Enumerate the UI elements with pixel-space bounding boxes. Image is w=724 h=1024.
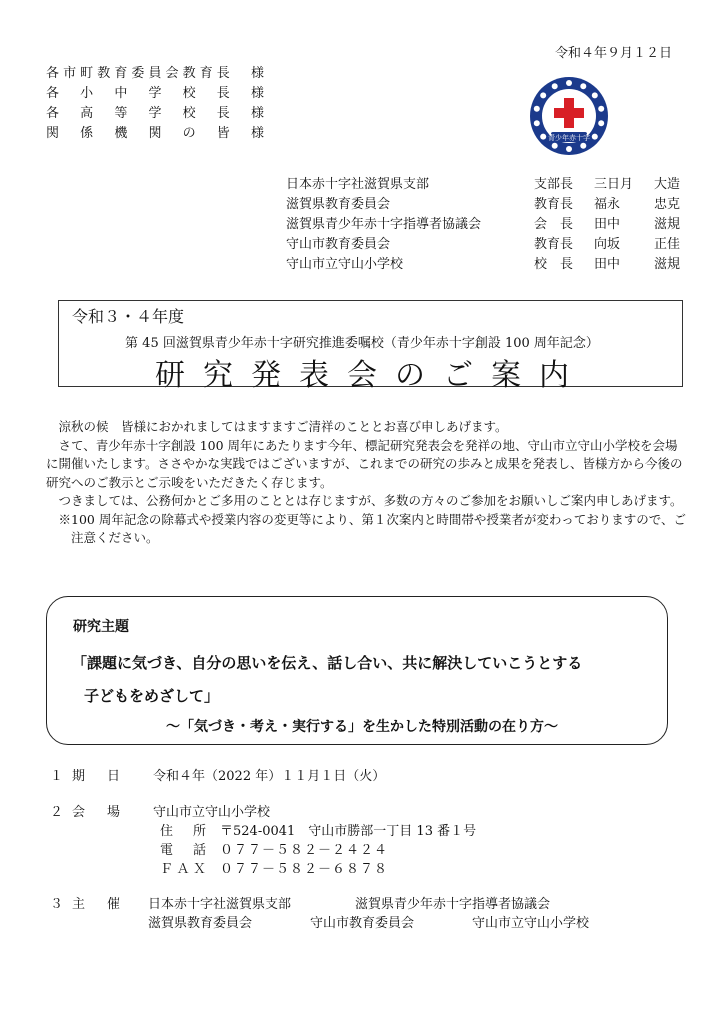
- sender-name: 三日月 大造: [594, 177, 680, 192]
- sender-title: 教育長: [534, 197, 574, 212]
- item-number: １: [50, 769, 64, 784]
- addressee-char: 員: [148, 66, 162, 81]
- logo-star: [540, 92, 546, 98]
- addressee-char: 校: [182, 86, 196, 101]
- logo-star: [552, 83, 558, 89]
- junior-red-cross-logo: [529, 76, 609, 156]
- addressee-char: 高: [80, 106, 94, 121]
- page-title: 研究発表会のご案内: [155, 358, 587, 393]
- host-org: 守山市教育委員会: [310, 916, 415, 931]
- host-org: 滋賀県青少年赤十字指導者協議会: [355, 897, 551, 912]
- sender-org: 守山市教育委員会: [286, 237, 391, 252]
- venue-label: 会 場: [72, 805, 120, 820]
- sender-org: 日本赤十字社滋賀県支部: [286, 177, 430, 192]
- addressee-char: 様: [250, 66, 264, 81]
- addressee-line: [46, 124, 264, 144]
- addressee-char: の: [182, 126, 196, 141]
- invitation-paragraph: つきましては、公務何かとご多用のこととは存じますが、多数の方々のご参加をお願いしご案内申しあげます。: [58, 493, 683, 508]
- theme-subtitle: ～「気づき・考え・実行する」を生かした特別活動の在り方～: [166, 719, 558, 735]
- date-label: 期 日: [72, 769, 120, 784]
- addressee-char: 育: [114, 66, 128, 81]
- logo-star: [540, 134, 546, 140]
- addressee-char: 各: [46, 66, 60, 81]
- sender-title: 教育長: [534, 237, 574, 252]
- title-subtitle: 第 45 回滋賀県青少年赤十字研究推進委嘱校（青少年赤十字創設 100 周年記念）: [125, 336, 599, 351]
- logo-star: [566, 146, 572, 152]
- announcement-paragraph: さて、青少年赤十字創設 100 周年にあたります今年、標記研究発表会を発祥の地、守山市立守山小学校を会場に開催いたします。ささやかな実践ではございますが、これまでの研究の歩みと成果を発表し、皆様方から今後の研究へのご教示とご示唆をいただきたく存じます。: [46, 437, 683, 490]
- addressee-char: 育: [199, 66, 213, 81]
- sender-org: 守山市立守山小学校: [286, 257, 404, 272]
- item-number: ３: [50, 897, 64, 912]
- addressee-char: 長: [216, 66, 230, 81]
- logo-star: [598, 120, 604, 126]
- logo-star: [580, 83, 586, 89]
- theme-label: 研究主題: [73, 619, 129, 635]
- venue-address: 〒524-0041 守山市勝部一丁目 13 番１号: [220, 824, 477, 839]
- addressee-char: 教: [182, 66, 196, 81]
- venue-name: 守山市立守山小学校: [153, 805, 271, 820]
- host-org: 滋賀県教育委員会: [148, 916, 253, 931]
- theme-line-2: 子どもをめざして」: [84, 687, 220, 705]
- addressee-char: 各: [46, 86, 60, 101]
- event-date: 令和４年（2022 年）１１月１日（火）: [153, 769, 386, 784]
- item-number: ２: [50, 805, 64, 820]
- addressee-char: 市: [63, 66, 77, 81]
- addressee-char: 様: [250, 106, 264, 121]
- addressee-char: 委: [131, 66, 145, 81]
- sender-name: 向坂 正佳: [594, 237, 680, 252]
- addressee-char: 長: [216, 86, 230, 101]
- addressee-char: 教: [97, 66, 111, 81]
- addressee-char: 中: [114, 86, 128, 101]
- sender-org: 滋賀県青少年赤十字指導者協議会: [286, 217, 482, 232]
- fax-label: Ｆ Ａ Ｘ: [160, 862, 206, 877]
- theme-line-1: 「課題に気づき、自分の思いを伝え、話し合い、共に解決していこうとする: [72, 654, 583, 672]
- logo-star: [592, 134, 598, 140]
- addressee-char: 関: [148, 126, 162, 141]
- note-paragraph: ※100 周年記念の除幕式や授業内容の変更等により、第１次案内と時間帯や授業者が変わっておりますので、ご注意ください。: [58, 511, 686, 545]
- greeting-paragraph: 涼秋の候 皆様におかれましてはますますご清祥のこととお喜び申しあげます。: [58, 419, 508, 434]
- addressee-char: 町: [80, 66, 94, 81]
- logo-star: [534, 106, 540, 112]
- addressee-char: 学: [148, 86, 162, 101]
- addressee-char: 会: [165, 66, 179, 81]
- body-text: [46, 418, 686, 548]
- logo-star: [598, 106, 604, 112]
- addressee-list: [46, 64, 264, 144]
- address-label: 住 所: [160, 824, 206, 839]
- tel-label: 電 話: [160, 843, 206, 858]
- addressee-char: 校: [182, 106, 196, 121]
- host-org: 守山市立守山小学校: [472, 916, 590, 931]
- addressee-char: [234, 64, 247, 84]
- sender-name: 田中 滋規: [594, 217, 680, 232]
- venue-fax: ０７７－５８２－６８７８: [220, 862, 389, 877]
- addressee-char: 小: [80, 86, 94, 101]
- addressee-char: 皆: [216, 126, 230, 141]
- document-date: 令和４年９月１２日: [554, 46, 672, 61]
- addressee-char: 係: [80, 126, 94, 141]
- logo-star: [566, 80, 572, 86]
- sender-org: 滋賀県教育委員会: [286, 197, 391, 212]
- sender-title: 支部長: [534, 177, 574, 192]
- logo-star: [534, 120, 540, 126]
- addressee-line: [46, 104, 264, 124]
- logo-star: [580, 143, 586, 149]
- sender-name: 福永 忠克: [594, 197, 680, 212]
- addressee-line: [46, 64, 264, 84]
- logo-star: [552, 143, 558, 149]
- logo-text: 青少年赤十字: [548, 134, 590, 142]
- sender-title: 会 長: [534, 217, 574, 232]
- logo-star: [592, 92, 598, 98]
- venue-tel: ０７７－５８２－２４２４: [220, 843, 389, 858]
- addressee-char: 機: [114, 126, 128, 141]
- title-year: 令和３・４年度: [72, 307, 185, 326]
- addressee-char: 長: [216, 106, 230, 121]
- sender-name: 田中 滋規: [594, 257, 680, 272]
- addressee-line: [46, 84, 264, 104]
- host-label: 主 催: [72, 897, 120, 912]
- addressee-char: 等: [114, 106, 128, 121]
- addressee-char: 様: [250, 86, 264, 101]
- addressee-char: 各: [46, 106, 60, 121]
- addressee-char: 様: [250, 126, 264, 141]
- addressee-char: 学: [148, 106, 162, 121]
- host-org: 日本赤十字社滋賀県支部: [148, 897, 292, 912]
- addressee-char: 関: [46, 126, 60, 141]
- sender-title: 校 長: [534, 257, 574, 272]
